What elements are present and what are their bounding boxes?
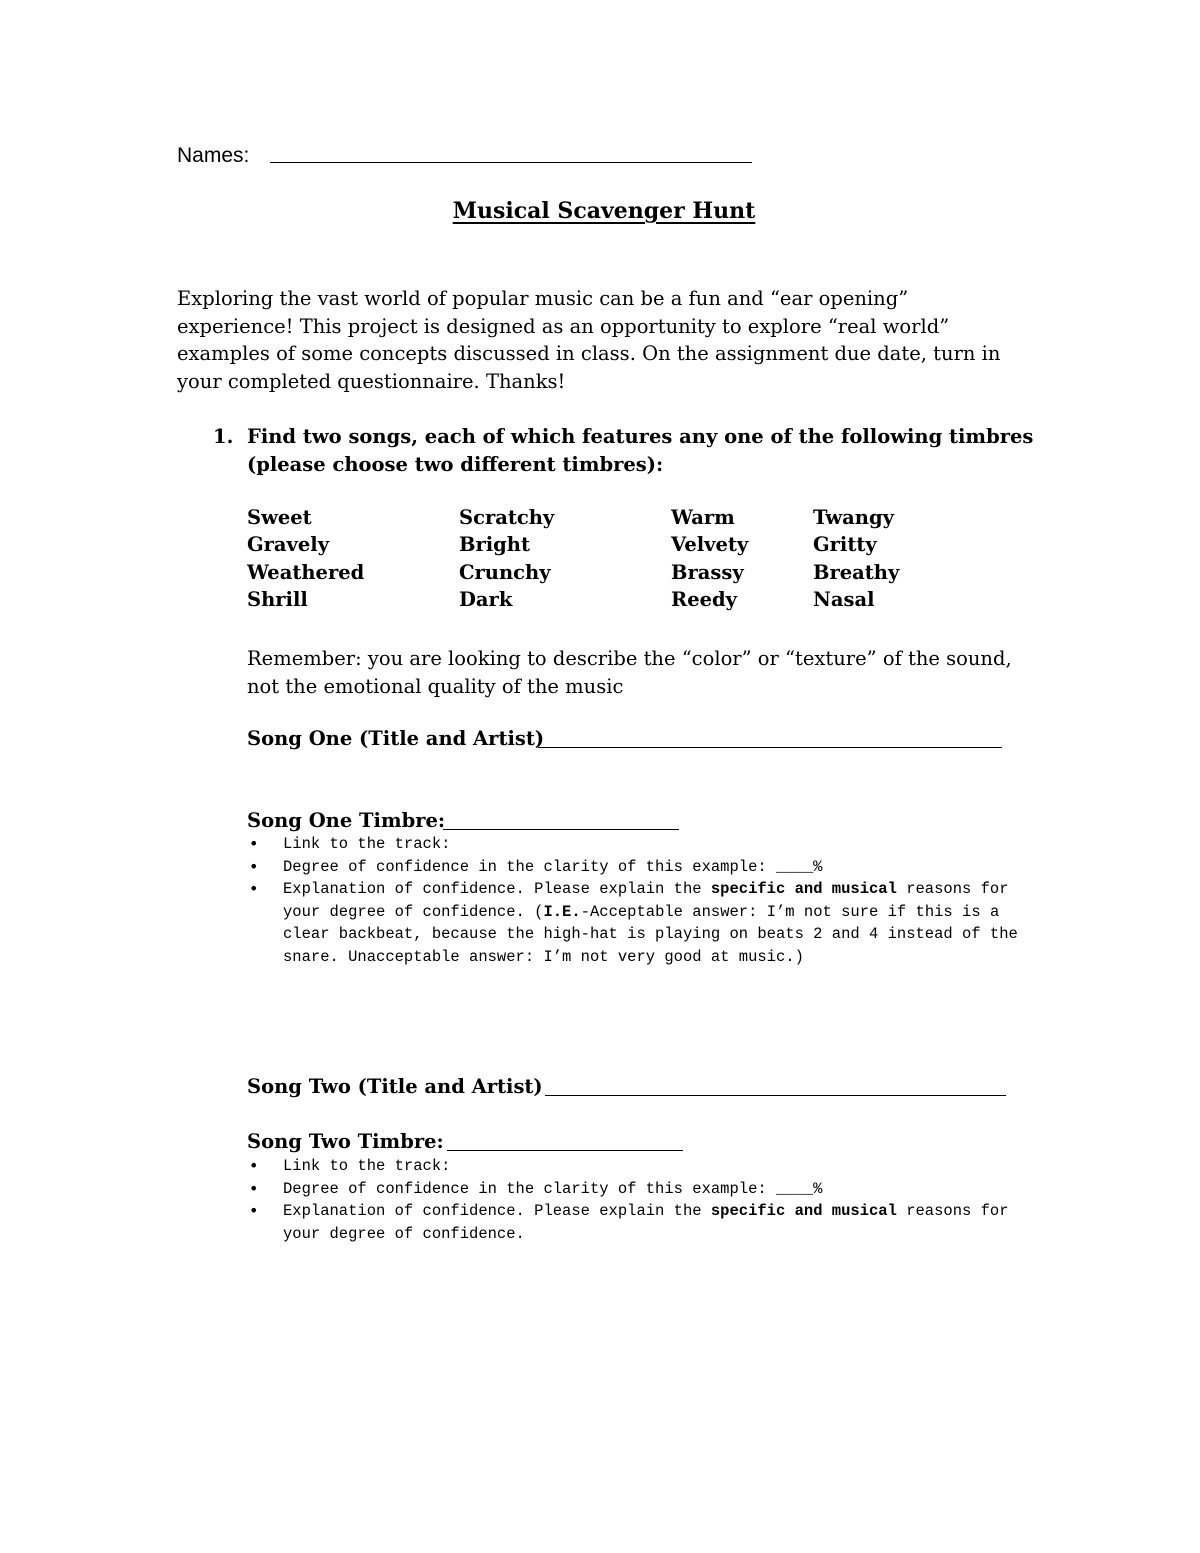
timbre-option: Weathered <box>247 561 365 584</box>
song-two-timbre-line[interactable] <box>447 1150 683 1151</box>
timbre-option: Crunchy <box>459 561 551 584</box>
timbre-option: Velvety <box>671 533 749 556</box>
link-item: • Link to the track: <box>247 1155 1037 1178</box>
explanation-item: • Explanation of confidence. Please explain the specific and musical reasons for your degree of confidence. (I.E.-Acceptable answer: I’m not sure if this is a clear backbeat, because the high-hat is playing on beats 2 and 4 instead of the snare. Unacceptable answer: I’m not very good at music.) <box>247 878 1037 968</box>
question-text: Find two songs, each of which features any one of the following timbres (please choose two different timbres): <box>247 425 1034 476</box>
timbre-option: Dark <box>459 588 513 611</box>
timbre-option: Gritty <box>813 533 877 556</box>
song-two-bullets <box>247 1155 1037 1245</box>
confidence-item: • Degree of confidence in the clarity of this example: ____% <box>247 1178 1037 1201</box>
timbre-option: Scratchy <box>459 506 555 529</box>
confidence-item: • Degree of confidence in the clarity of this example: ____% <box>247 856 1037 879</box>
timbre-option: Shrill <box>247 588 308 611</box>
names-blank-line[interactable] <box>270 162 752 163</box>
song-one-timbre-line[interactable] <box>443 829 679 830</box>
link-item: • Link to the track: <box>247 833 1037 856</box>
timbre-option: Warm <box>671 506 735 529</box>
reminder-text: Remember: you are looking to describe the “color” or “texture” of the sound, not the emotional quality of the music <box>247 647 1012 698</box>
song-one-title-line[interactable] <box>538 747 1002 748</box>
names-label: Names: <box>177 144 250 167</box>
song-two-title-label: Song Two (Title and Artist) <box>247 1075 543 1098</box>
song-one-timbre-label: Song One Timbre: <box>247 809 446 832</box>
timbre-option: Nasal <box>813 588 875 611</box>
timbre-option: Reedy <box>671 588 737 611</box>
timbre-option: Gravely <box>247 533 330 556</box>
timbre-option: Breathy <box>813 561 900 584</box>
timbre-option: Brassy <box>671 561 744 584</box>
song-two-title-line[interactable] <box>545 1095 1006 1096</box>
page-title: Musical Scavenger Hunt <box>452 198 756 224</box>
intro-paragraph: Exploring the vast world of popular music can be a fun and “ear opening” experience! This project is designed as an opportunity to explore “real world” examples of some concepts discussed in class. On the assignment due date, turn in your completed questionnaire. Thanks! <box>177 287 1001 393</box>
song-one-bullets <box>247 833 1037 968</box>
timbre-option: Bright <box>459 533 530 556</box>
question-number: 1. <box>213 425 234 448</box>
song-two-timbre-label: Song Two Timbre: <box>247 1130 444 1153</box>
explanation-item: • Explanation of confidence. Please explain the specific and musical reasons for your degree of confidence. <box>247 1200 1037 1245</box>
timbre-option: Sweet <box>247 506 312 529</box>
song-one-title-label: Song One (Title and Artist) <box>247 727 545 750</box>
timbre-option: Twangy <box>813 506 894 529</box>
